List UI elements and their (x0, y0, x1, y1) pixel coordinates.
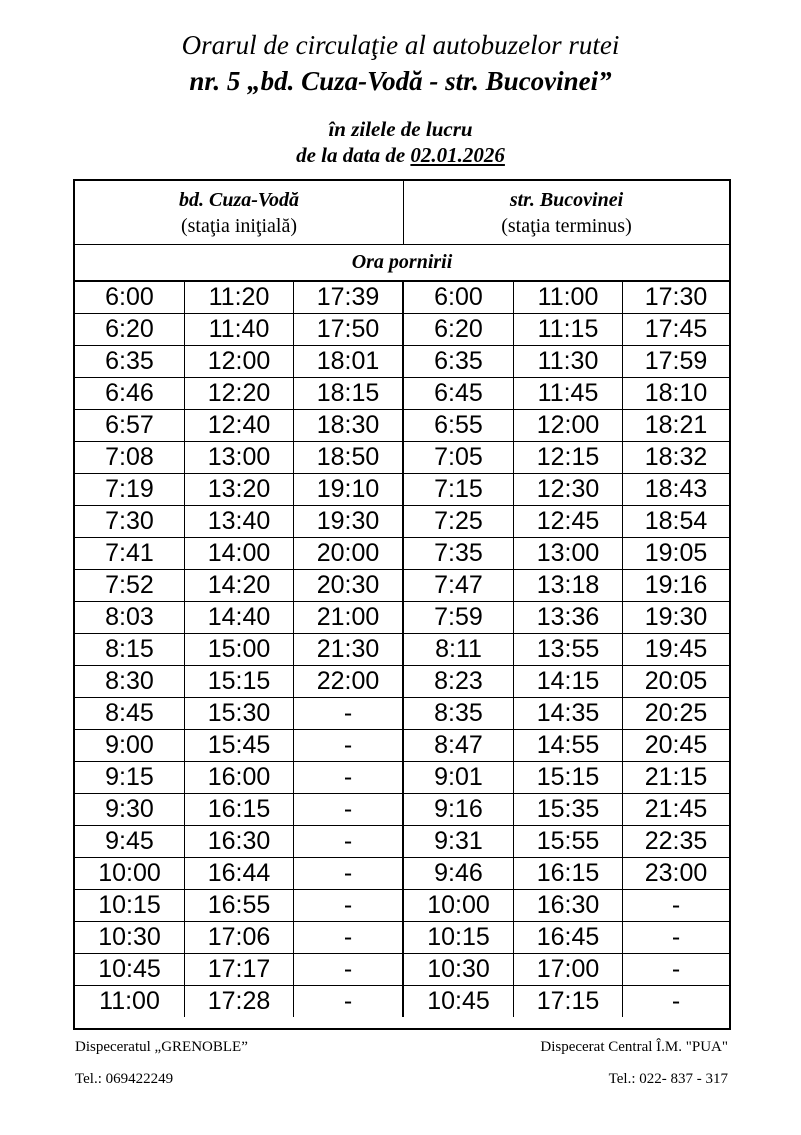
end-departure-time: 11:30 (514, 346, 623, 377)
start-departure-time: - (294, 826, 404, 857)
start-departure-time: 18:01 (294, 346, 404, 377)
schedule-title: Orarul de circulaţie al autobuzelor rutei (181, 30, 620, 60)
end-departure-time: 11:45 (514, 378, 623, 409)
start-departure-time: 11:40 (185, 314, 294, 345)
end-departure-time: 23:00 (644, 859, 708, 887)
start-departure-time: - (294, 986, 404, 1017)
end-station-role: (staţia terminus) (501, 215, 632, 237)
table-row (75, 346, 729, 378)
end-departure-time: 18:21 (644, 411, 708, 439)
start-departure-time: - (294, 890, 404, 921)
start-departure-time: 17:17 (185, 954, 294, 985)
table-row (75, 954, 729, 986)
start-departure-time: 12:40 (185, 410, 294, 441)
start-station-header (75, 181, 404, 244)
days-label: în zilele de lucru (328, 117, 473, 141)
start-departure-time: 21:00 (294, 602, 404, 633)
start-departure-time: 20:00 (294, 538, 404, 569)
end-departure-time: 22:35 (644, 827, 708, 855)
start-departure-time: 10:15 (75, 890, 185, 921)
end-station-header (404, 181, 729, 244)
end-departure-time: 7:05 (404, 442, 514, 473)
start-departure-time: 15:45 (185, 730, 294, 761)
end-departure-time: 9:46 (404, 858, 514, 889)
start-departure-time: 10:00 (75, 858, 185, 889)
start-departure-time: 7:30 (75, 506, 185, 537)
end-departure-time: 13:18 (514, 570, 623, 601)
end-departure-time: 12:00 (514, 410, 623, 441)
end-departure-time: 6:20 (404, 314, 514, 345)
end-departure-time: 7:25 (404, 506, 514, 537)
start-departure-time: 18:50 (294, 442, 404, 473)
end-departure-time: 11:15 (514, 314, 623, 345)
start-departure-time: 11:20 (185, 282, 294, 313)
end-departure-time: 15:35 (514, 794, 623, 825)
end-departure-time: 8:23 (404, 666, 514, 697)
timetable (73, 179, 731, 1030)
start-departure-time: 8:30 (75, 666, 185, 697)
end-departure-time: 18:32 (644, 443, 708, 471)
start-departure-time: - (294, 794, 404, 825)
end-departure-time: 14:35 (514, 698, 623, 729)
end-departure-time: 13:55 (514, 634, 623, 665)
end-departure-time: 19:45 (644, 635, 708, 663)
end-departure-time: 15:15 (514, 762, 623, 793)
start-departure-time: 7:41 (75, 538, 185, 569)
end-departure-time: 7:59 (404, 602, 514, 633)
start-departure-time: 14:20 (185, 570, 294, 601)
start-departure-time: 7:19 (75, 474, 185, 505)
end-departure-time: 18:54 (644, 507, 708, 535)
end-departure-time: 20:45 (644, 731, 708, 759)
end-departure-time: 11:00 (514, 282, 623, 313)
table-row (75, 666, 729, 698)
end-departure-time: 9:01 (404, 762, 514, 793)
end-departure-time: 8:35 (404, 698, 514, 729)
end-departure-time: 7:47 (404, 570, 514, 601)
effective-date: 02.01.2026 (410, 143, 505, 167)
start-departure-time: 16:30 (185, 826, 294, 857)
end-departure-time: 17:00 (514, 954, 623, 985)
start-departure-time: 17:39 (294, 282, 404, 313)
table-row (75, 506, 729, 538)
start-departure-time: 16:00 (185, 762, 294, 793)
departure-times-grid (75, 282, 729, 1018)
start-departure-time: 22:00 (294, 666, 404, 697)
start-departure-time: 9:30 (75, 794, 185, 825)
end-departure-time: - (671, 987, 681, 1015)
start-departure-time: 16:55 (185, 890, 294, 921)
route-title: nr. 5 „bd. Cuza-Vodă - str. Bucovinei” (189, 66, 612, 96)
end-departure-time: 12:30 (514, 474, 623, 505)
left-dispatch: Dispeceratul „GRENOBLE” (75, 1039, 248, 1055)
end-departure-time: 18:10 (644, 379, 708, 407)
end-departure-time: 6:00 (404, 282, 514, 313)
right-dispatch: Dispecerat Central Î.M. "PUA" (540, 1039, 728, 1055)
start-departure-time: 21:30 (294, 634, 404, 665)
end-departure-time: 13:36 (514, 602, 623, 633)
station-header (75, 181, 729, 245)
start-departure-time: 6:00 (75, 282, 185, 313)
end-departure-time: - (671, 891, 681, 919)
start-departure-time: 14:40 (185, 602, 294, 633)
end-departure-time: 7:15 (404, 474, 514, 505)
start-departure-time: 13:00 (185, 442, 294, 473)
start-departure-time: 13:20 (185, 474, 294, 505)
table-row (75, 922, 729, 954)
end-departure-time: 10:45 (404, 986, 514, 1017)
right-phone: Tel.: 022- 837 - 317 (608, 1071, 728, 1087)
end-departure-time: 17:45 (644, 315, 708, 343)
end-departure-time: 16:15 (514, 858, 623, 889)
table-row (75, 762, 729, 794)
start-departure-time: - (294, 762, 404, 793)
end-departure-time: 12:45 (514, 506, 623, 537)
end-departure-time: 17:30 (644, 283, 708, 311)
date-prefix: de la data de (296, 143, 411, 167)
table-row (75, 698, 729, 730)
start-departure-time: 15:30 (185, 698, 294, 729)
start-departure-time: 12:00 (185, 346, 294, 377)
end-departure-time: 6:45 (404, 378, 514, 409)
end-departure-time: 14:15 (514, 666, 623, 697)
departure-time-label: Ora pornirii (75, 245, 729, 282)
start-departure-time: - (294, 922, 404, 953)
start-departure-time: - (294, 954, 404, 985)
left-phone: Tel.: 069422249 (75, 1071, 174, 1087)
end-departure-time: 10:00 (404, 890, 514, 921)
end-departure-time: 17:59 (644, 347, 708, 375)
start-departure-time: 7:52 (75, 570, 185, 601)
table-row (75, 826, 729, 858)
end-departure-time: 6:35 (404, 346, 514, 377)
start-departure-time: 17:28 (185, 986, 294, 1017)
end-departure-time: 19:30 (644, 603, 708, 631)
start-station-name: bd. Cuza-Vodă (178, 189, 300, 211)
start-departure-time: - (294, 698, 404, 729)
end-departure-time: 18:43 (644, 475, 708, 503)
end-departure-time: 16:45 (514, 922, 623, 953)
start-departure-time: 6:57 (75, 410, 185, 441)
start-departure-time: 6:46 (75, 378, 185, 409)
start-departure-time: 20:30 (294, 570, 404, 601)
end-station-name: str. Bucovinei (509, 189, 624, 211)
start-departure-time: 8:15 (75, 634, 185, 665)
table-row (75, 538, 729, 570)
start-departure-time: 10:45 (75, 954, 185, 985)
start-departure-time: 9:00 (75, 730, 185, 761)
table-row (75, 634, 729, 666)
end-departure-time: 12:15 (514, 442, 623, 473)
end-departure-time: - (671, 955, 681, 983)
end-departure-time: 7:35 (404, 538, 514, 569)
start-departure-time: 19:30 (294, 506, 404, 537)
table-row (75, 314, 729, 346)
start-departure-time: 19:10 (294, 474, 404, 505)
start-departure-time: 16:44 (185, 858, 294, 889)
end-departure-time: 20:05 (644, 667, 708, 695)
end-departure-time: 20:25 (644, 699, 708, 727)
table-row (75, 474, 729, 506)
end-departure-time: 9:31 (404, 826, 514, 857)
table-row (75, 890, 729, 922)
table-row (75, 794, 729, 826)
table-row (75, 378, 729, 410)
start-departure-time: 18:15 (294, 378, 404, 409)
end-departure-time: - (671, 923, 681, 951)
start-departure-time: 17:50 (294, 314, 404, 345)
end-departure-time: 6:55 (404, 410, 514, 441)
end-departure-time: 15:55 (514, 826, 623, 857)
end-departure-time: 13:00 (514, 538, 623, 569)
end-departure-time: 10:30 (404, 954, 514, 985)
end-departure-time: 8:11 (404, 634, 514, 665)
start-departure-time: 9:45 (75, 826, 185, 857)
table-row (75, 730, 729, 762)
start-departure-time: 6:20 (75, 314, 185, 345)
end-departure-time: 10:15 (404, 922, 514, 953)
end-departure-time: 8:47 (404, 730, 514, 761)
start-station-role: (staţia iniţială) (180, 215, 298, 237)
end-departure-time: 21:45 (644, 795, 708, 823)
start-departure-time: 16:15 (185, 794, 294, 825)
start-departure-time: 7:08 (75, 442, 185, 473)
start-departure-time: 6:35 (75, 346, 185, 377)
end-departure-time: 14:55 (514, 730, 623, 761)
start-departure-time: - (294, 730, 404, 761)
table-row (75, 282, 729, 314)
end-departure-time: 17:15 (514, 986, 623, 1017)
start-departure-time: 14:00 (185, 538, 294, 569)
end-departure-time: 16:30 (514, 890, 623, 921)
start-departure-time: 9:15 (75, 762, 185, 793)
table-row (75, 986, 729, 1018)
start-departure-time: 18:30 (294, 410, 404, 441)
end-departure-time: 19:16 (644, 571, 708, 599)
end-departure-time: 9:16 (404, 794, 514, 825)
start-departure-time: - (294, 858, 404, 889)
start-departure-time: 13:40 (185, 506, 294, 537)
start-departure-time: 15:15 (185, 666, 294, 697)
start-departure-time: 8:03 (75, 602, 185, 633)
start-departure-time: 10:30 (75, 922, 185, 953)
table-row (75, 602, 729, 634)
start-departure-time: 17:06 (185, 922, 294, 953)
effective-date-line (0, 142, 801, 168)
start-departure-time: 15:00 (185, 634, 294, 665)
table-row (75, 570, 729, 602)
end-departure-time: 19:05 (644, 539, 708, 567)
table-row (75, 410, 729, 442)
table-row (75, 442, 729, 474)
table-row (75, 858, 729, 890)
start-departure-time: 12:20 (185, 378, 294, 409)
start-departure-time: 8:45 (75, 698, 185, 729)
end-departure-time: 21:15 (644, 763, 708, 791)
start-departure-time: 11:00 (75, 986, 185, 1017)
